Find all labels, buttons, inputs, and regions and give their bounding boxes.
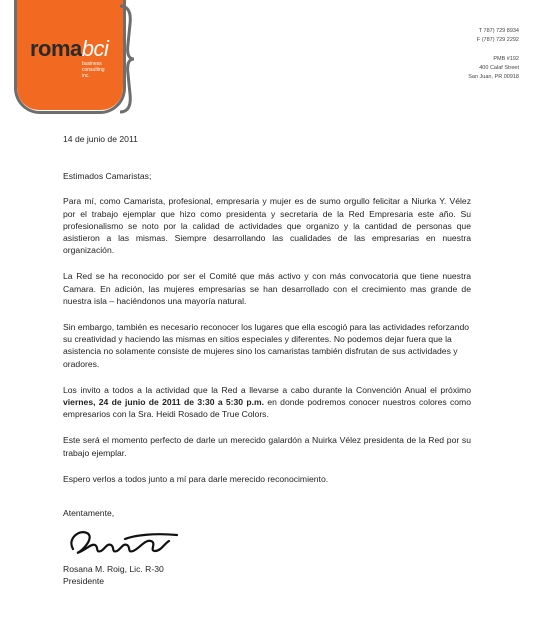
- address-line: PMB #192: [493, 56, 519, 62]
- letter-date: 14 de junio de 2011: [63, 134, 138, 144]
- address-line: San Juan, PR 00918: [468, 74, 519, 80]
- address-line: 400 Calaf Street: [479, 65, 519, 71]
- paragraph: Espero verlos a todos junto a mí para darle merecido reconocimiento.: [63, 473, 329, 484]
- logo-tagline: business consulting inc.: [82, 61, 105, 79]
- fax-line: F (787) 729 2292: [476, 37, 519, 43]
- contact-block: [468, 27, 519, 82]
- logo-brand: roma: [30, 36, 82, 61]
- paragraph: Este será el momento perfecto de darle un merecido galardón a Nuirka Vélez presidenta de la Red por su trabajo ejemplar.: [63, 435, 471, 458]
- paragraph: Para mí, como Camarista, profesional, empresaria y mujer es de sumo orgullo felicitar a Niurka Y. Vélez por el trabajo ejemplar que hizo como presidenta y secretaria de la Red Empresaria este año. Su profesionalismo se noto por la calidad de actividades que organizo y la cantidad de personas que asistieron a las mismas. Siempre desarrollando las cualidades de las empresarias en nuestra organización.: [63, 196, 471, 256]
- signer-title: Presidente: [63, 576, 105, 587]
- phone-line: T 787) 729 8934: [478, 28, 519, 34]
- signature: [63, 521, 471, 563]
- logo-accent: bci: [81, 36, 109, 61]
- closing: Atentamente,: [63, 508, 115, 519]
- paragraph: Los invito a todos a la actividad que la Red a llevarse a cabo durante la Convención Anual el próximo viernes, 24 de junio de 2011 de 3:30 a 5:30 p.m. en donde podremos conocer nuestros colores como empresarios con la Sra. Heidi Rosado de True Colors.: [63, 384, 471, 420]
- paragraph: Sin embargo, también es necesario reconocer los lugares que ella escogió para las actividades reforzando su creatividad y haciendo las mismas en sitios especiales y diferentes. No podemos dejar fuera que la asistencia no solamente consiste de mujeres sino los camaristas también disfrutan de sus actividades y oradores.: [63, 322, 470, 369]
- paragraph: La Red se ha reconocido por ser el Comité que más activo y con más convocatoria que tiene nuestra Camara. En adición, las mujeres empresarias se han desarrollado con el crecimiento mas grande de nuestra isla – haciéndonos una mayoría natural.: [63, 271, 471, 306]
- logo-wordmark: [30, 36, 108, 62]
- bracket-curl-icon: [118, 4, 136, 114]
- event-date: viernes, 24 de junio de 2011 de 3:30 a 5:30 p.m.: [63, 397, 265, 408]
- signature-scribble-icon: [65, 521, 185, 561]
- signer-name: Rosana M. Roig, Lic. R-30: [63, 564, 164, 575]
- letter-body: [63, 128, 471, 587]
- salutation: Estimados Camaristas;: [63, 171, 152, 182]
